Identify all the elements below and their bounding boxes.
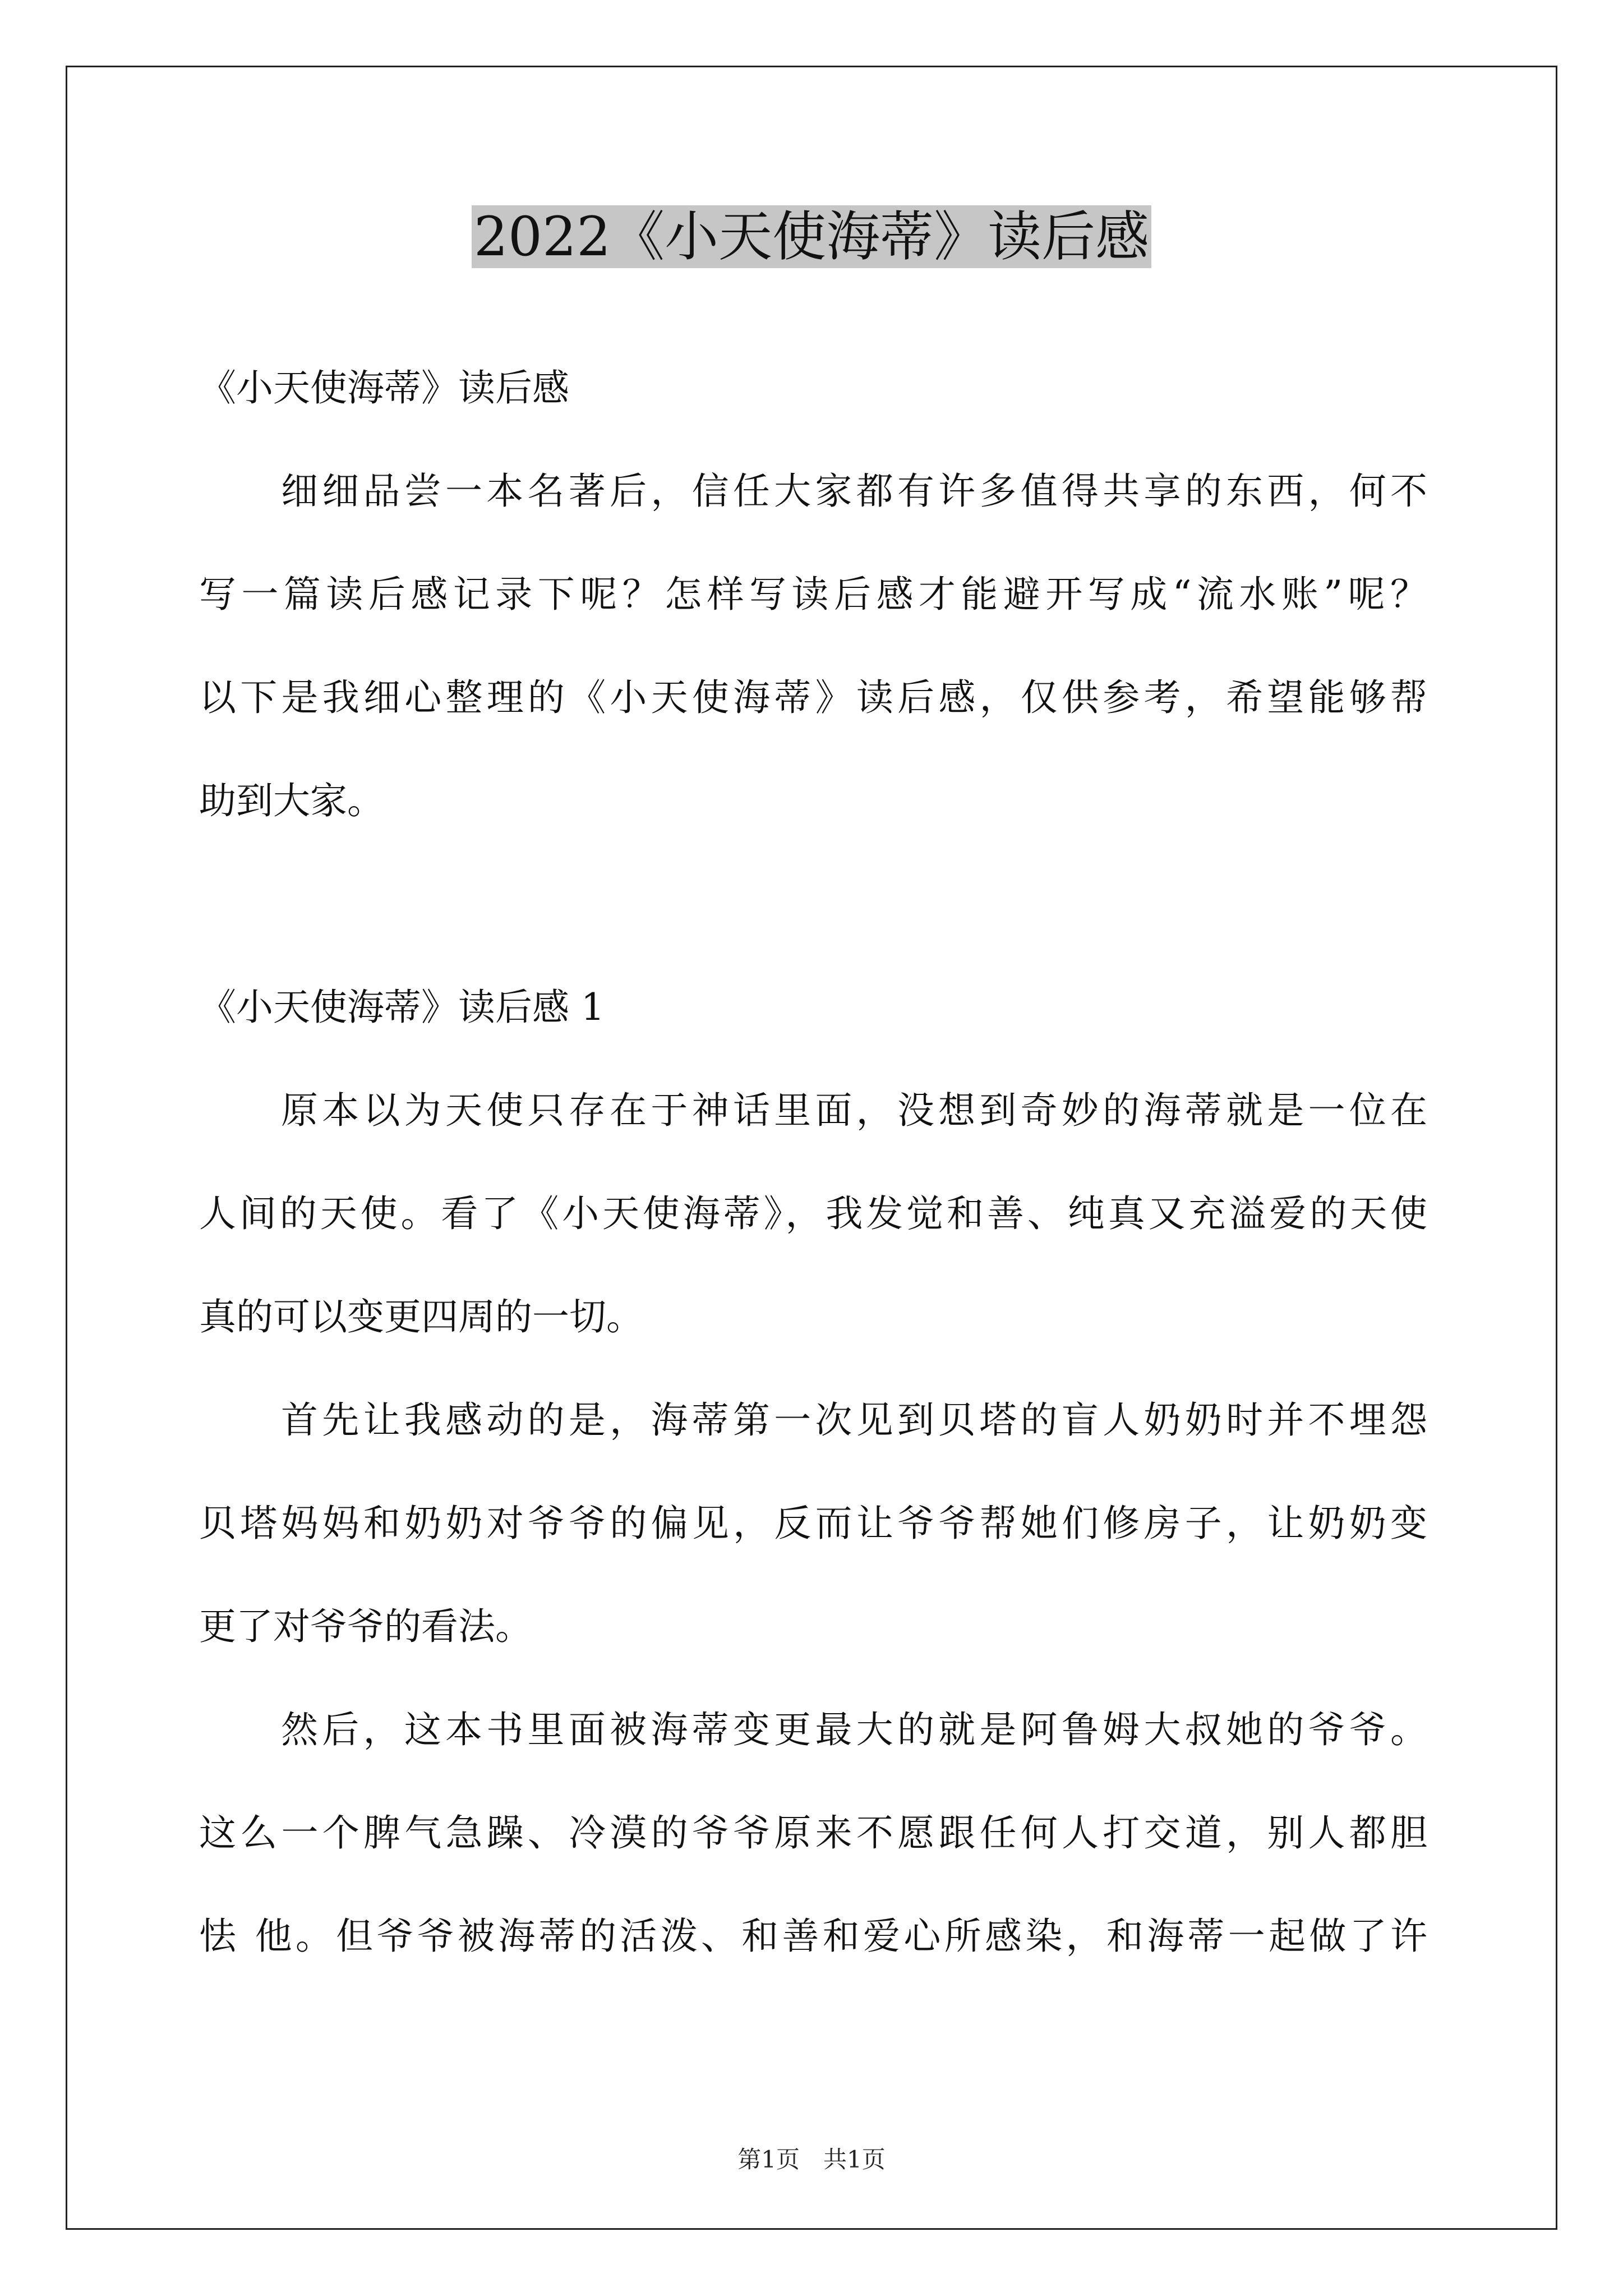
paragraph-line: 贝塔妈妈和奶奶对爷爷的偏见，反而让爷爷帮她们修房子，让奶奶变 — [199, 1502, 1427, 1545]
paragraph-line: 原本以为天使只存在于神话里面，没想到奇妙的海蒂就是一位在 — [281, 1089, 1427, 1132]
paragraph-line: 首先让我感动的是，海蒂第一次见到贝塔的盲人奶奶时并不埋怨 — [281, 1398, 1427, 1442]
document-title — [0, 197, 1623, 276]
page-footer: 第1页 共1页 — [737, 2146, 886, 2173]
intro-line: 细细品尝一本名著后，信任大家都有许多值得共享的东西，何不 — [281, 470, 1427, 513]
paragraph-line: 怯 他。但爷爷被海蒂的活泼、和善和爱心所感染，和海蒂一起做了许 — [199, 1915, 1427, 1958]
intro-heading: 《小天使海蒂》读后感 — [199, 366, 569, 409]
section-heading: 《小天使海蒂》读后感 1 — [199, 986, 605, 1029]
title-text: 2022《小天使海蒂》读后感 — [472, 205, 1151, 268]
blank-line — [199, 853, 1427, 956]
document-body — [199, 337, 1427, 1988]
paragraph-line: 然后，这本书里面被海蒂变更最大的就是阿鲁姆大叔她的爷爷。 — [281, 1708, 1427, 1751]
paragraph-line: 这么一个脾气急躁、冷漠的爷爷原来不愿跟任何人打交道，别人都胆 — [199, 1811, 1427, 1855]
paragraph-line: 人间的天使。看了《小天使海蒂》，我发觉和善、纯真又充溢爱的天使 — [199, 1192, 1427, 1235]
paragraph-line: 真的可以变更四周的一切。 — [199, 1295, 643, 1338]
intro-line: 写一篇读后感记录下呢？怎样写读后感才能避开写成“流水账”呢？ — [199, 573, 1427, 616]
intro-line: 以下是我细心整理的《小天使海蒂》读后感，仅供参考，希望能够帮 — [199, 676, 1427, 719]
paragraph-line: 更了对爷爷的看法。 — [199, 1605, 532, 1648]
intro-line: 助到大家。 — [199, 779, 384, 822]
